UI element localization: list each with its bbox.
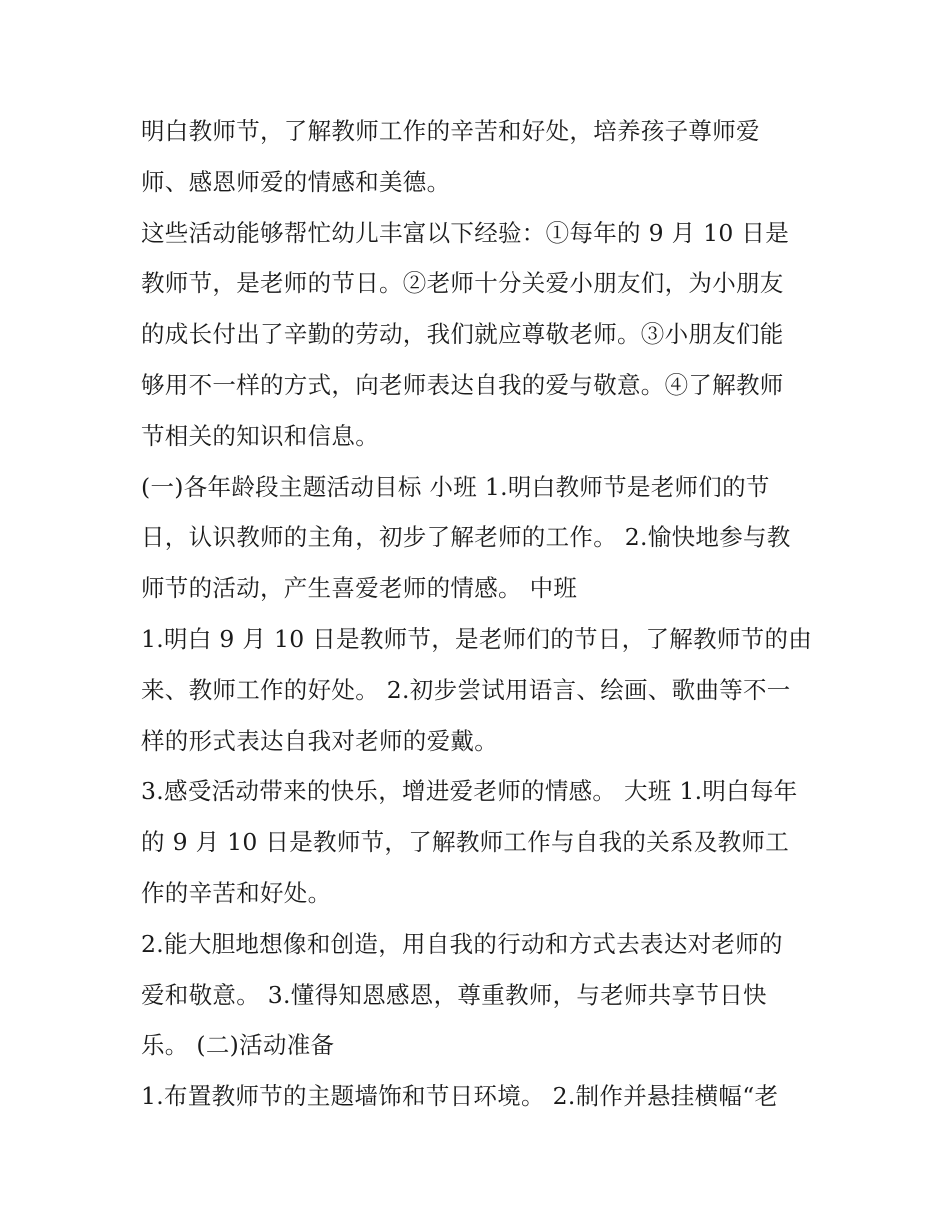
paragraph-goals-large-class bbox=[141, 766, 821, 918]
paragraph-experiences bbox=[141, 208, 821, 462]
paragraph-goals-continued bbox=[141, 919, 821, 1071]
text-line: 明白教师节，了解教师工作的辛苦和好处，培养孩子尊师爱 bbox=[141, 117, 760, 145]
document-body bbox=[141, 106, 821, 1122]
text-line: 够用不一样的方式，向老师表达自我的爱与敬意。④了解教师 bbox=[141, 370, 784, 399]
paragraph-goals-small-class bbox=[141, 462, 821, 614]
text-line: 的成长付出了辛勤的劳动，我们就应尊敬老师。③小朋友们能 bbox=[141, 320, 784, 349]
text-line: 日，认识教师的主角，初步了解老师的工作。 2.愉快地参与教 bbox=[141, 523, 791, 552]
text-line: 的 9 月 10 日是教师节，了解教师工作与自我的关系及教师工 bbox=[141, 828, 790, 857]
text-line: 来、教师工作的好处。 2.初步尝试用语言、绘画、歌曲等不一 bbox=[141, 675, 791, 704]
paragraph-goals-middle-class bbox=[141, 614, 821, 766]
text-line: 乐。 (二)活动准备 bbox=[141, 1031, 335, 1060]
text-line: 师、感恩师爱的情感和美德。 bbox=[141, 167, 451, 196]
paragraph-preparation bbox=[141, 1071, 821, 1122]
text-line: 教师节，是老师的节日。②老师十分关爱小朋友们，为小朋友 bbox=[141, 269, 784, 298]
text-line: 爱和敬意。 3.懂得知恩感恩，尊重教师，与老师共享节日快 bbox=[141, 980, 767, 1009]
text-line: 1.布置教师节的主题墙饰和节日环境。 2.制作并悬挂横幅“老 bbox=[141, 1082, 779, 1111]
text-line: 1.明白 9 月 10 日是教师节，是老师们的节日，了解教师节的由 bbox=[141, 624, 813, 653]
text-line: 作的辛苦和好处。 bbox=[141, 878, 332, 907]
text-line: 样的形式表达自我对老师的爱戴。 bbox=[141, 726, 498, 755]
text-line: 师节的活动，产生喜爱老师的情感。 中班 bbox=[141, 574, 578, 603]
text-line: 3.感受活动带来的快乐，增进爱老师的情感。 大班 1.明白每年 bbox=[141, 777, 798, 806]
paragraph-intro bbox=[141, 106, 821, 208]
text-line: 节相关的知识和信息。 bbox=[141, 421, 379, 450]
text-line: 2.能大胆地想像和创造，用自我的行动和方式去表达对老师的 bbox=[141, 929, 783, 958]
text-line: 这些活动能够帮忙幼儿丰富以下经验：①每年的 9 月 10 日是 bbox=[141, 218, 790, 247]
text-line: (一)各年龄段主题活动目标 小班 1.明白教师节是老师们的节 bbox=[141, 472, 770, 501]
